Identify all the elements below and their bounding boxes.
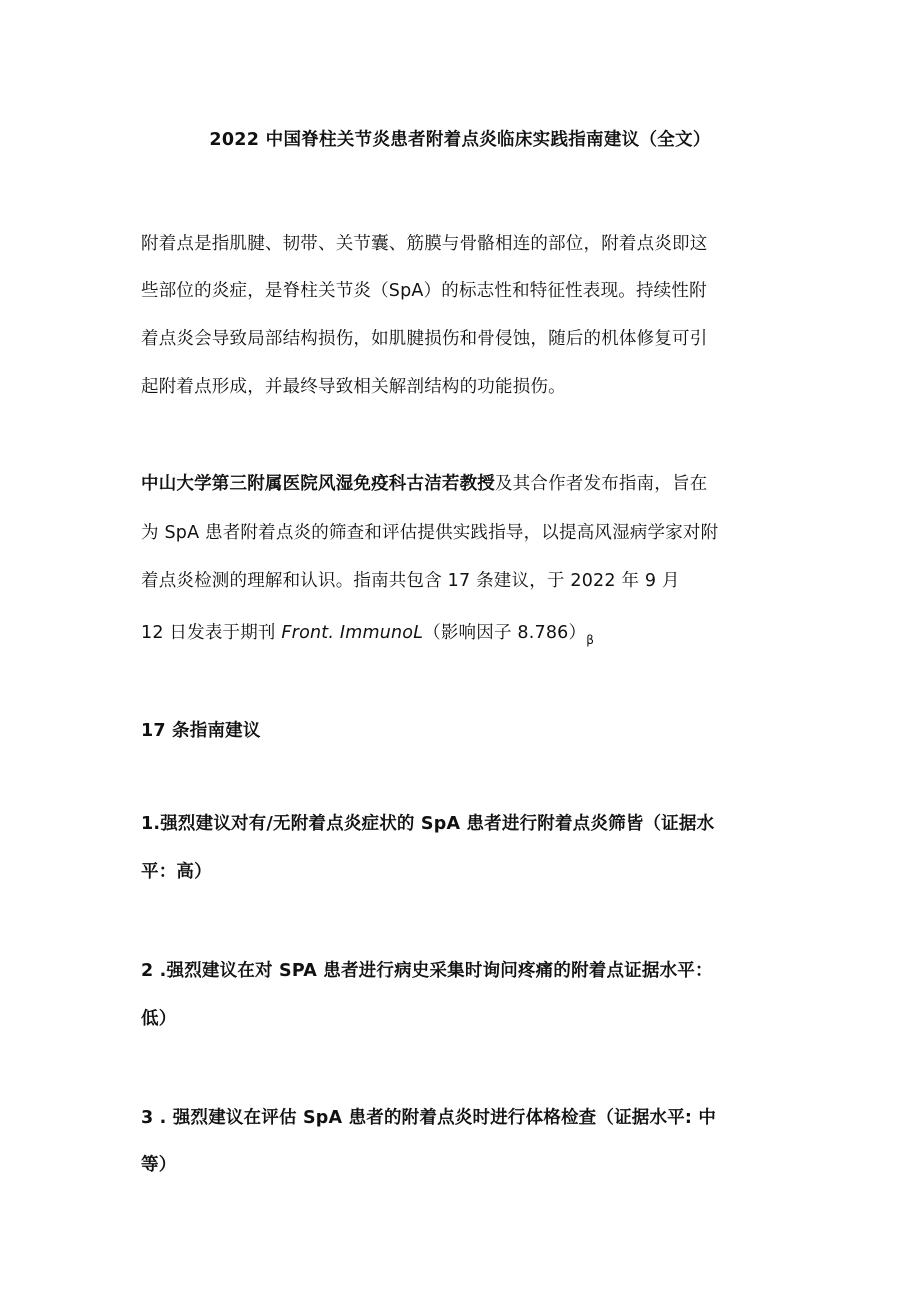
recommendation-1-line-1: 1.强烈建议对有/无附着点炎症状的 SpA 患者进行附着点炎筛皆（证据水	[141, 814, 715, 834]
recommendation-1-line-2: 平：高）	[141, 862, 212, 882]
recommendation-2-line-2: 低）	[141, 1009, 177, 1029]
author-name: 中山大学第三附属医院风湿免疫科古洁若教授	[141, 474, 495, 494]
intro-line-3: 着点炎会导致局部结构损伤，如肌腱损伤和骨侵蚀，随后的机体修复可引	[141, 329, 708, 349]
release-line-4	[141, 619, 595, 647]
release-line-4-post: （影响因子 8.786）	[423, 623, 587, 643]
release-line-1	[141, 470, 707, 495]
journal-name: Front. ImmunoL	[281, 623, 424, 643]
intro-line-1: 附着点是指肌腱、韧带、关节囊、筋膜与骨骼相连的部位，附着点炎即这	[141, 234, 708, 254]
recommendation-3-line-1: 3 . 强烈建议在评估 SpA 患者的附着点炎时进行体格检查（证据水平: 中	[141, 1108, 717, 1128]
section-heading: 17 条指南建议	[141, 721, 261, 741]
release-line-2: 为 SpA 患者附着点炎的筛查和评估提供实践指导，以提高风湿病学家对附	[141, 523, 719, 543]
release-line-4-pre: 12 日发表于期刊	[141, 623, 282, 643]
release-suffix: β	[586, 633, 595, 647]
document-title: 2022 中国脊柱关节炎患者附着点炎临床实践指南建议（全文）	[209, 130, 711, 150]
recommendation-3-line-2: 等）	[141, 1155, 177, 1175]
intro-line-4: 起附着点形成，并最终导致相关解剖结构的功能损伤。	[141, 377, 566, 397]
release-line-3: 着点炎检测的理解和认识。指南共包含 17 条建议，于 2022 年 9 月	[141, 571, 680, 591]
recommendation-2-line-1: 2 .强烈建议在对 SPA 患者进行病史采集时询问疼痛的附着点证据水平：	[141, 961, 713, 981]
release-line-1-rest: 及其合作者发布指南，旨在	[495, 474, 708, 494]
intro-line-2: 些部位的炎症，是脊柱关节炎（SpA）的标志性和特征性表现。持续性附	[141, 281, 707, 301]
